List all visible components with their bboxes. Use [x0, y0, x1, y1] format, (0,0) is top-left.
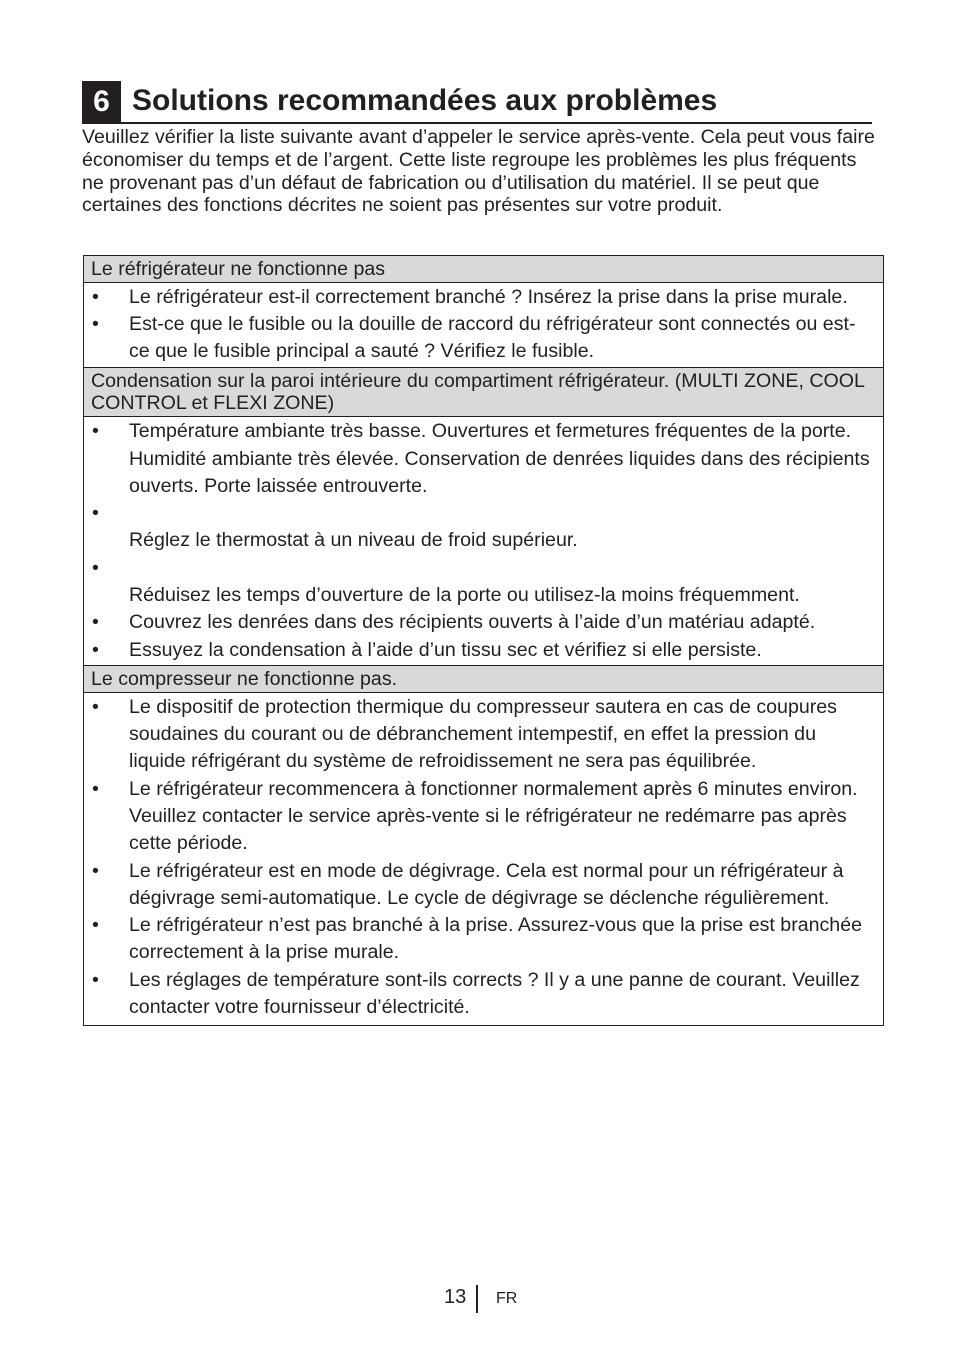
bullet: • — [92, 859, 99, 882]
list-item: • Couvrez les denrées dans des récipients ouverts à l’aide d’un matériau adapté. — [84, 609, 875, 636]
list-item: • Réglez le thermostat à un niveau de froid supérieur. — [92, 502, 578, 552]
list-item: • Température ambiante très basse. Ouvertures et fermetures fréquentes de la porte. Humidité ambiante très élevée. Conservation de denrées liquides dans des récipients ouverts. Porte laissée entrouverte. — [92, 420, 870, 497]
bullet: • — [92, 313, 99, 336]
list-item: • Est-ce que le fusible ou la douille de raccord du réfrigérateur sont connectés ou est-ce que le fusible principal a sauté ? Vérifiez le fusible. — [92, 313, 856, 363]
list-item: • Le dispositif de protection thermique du compresseur sautera en cas de coupures soudaines du courant ou de débranchement intempestif, en effet la pression du liquide réfrigérant du système de refroidissement ne sera pas équilibrée. — [92, 695, 837, 773]
problem-heading: Le compresseur ne fonctionne pas. — [84, 666, 883, 693]
problem-heading: Le réfrigérateur ne fonctionne pas — [84, 256, 883, 283]
bullet: • — [92, 502, 99, 525]
bullet: • — [92, 611, 99, 634]
problem-heading: Condensation sur la paroi intérieure du compartiment réfrigérateur. (MULTI ZONE, COOL CONTROL et FLEXI ZONE) — [84, 368, 883, 418]
bullet: • — [92, 556, 99, 579]
bullet: • — [92, 968, 99, 991]
list-item: • Le réfrigérateur n’est pas branché à la prise. Assurez-vous que la prise est branchée correctement à la prise murale. — [92, 914, 862, 964]
list-item: • Réduisez les temps d’ouverture de la porte ou utilisez-la moins fréquemment. — [92, 556, 800, 607]
bullet: • — [92, 638, 99, 661]
bullet: • — [92, 914, 99, 937]
list-item: • Le réfrigérateur est en mode de dégivrage. Cela est normal pour un réfrigérateur à dégivrage semi-automatique. Le cycle de dégivrage se déclenche régulièrement. — [92, 859, 844, 909]
list-item: • Essuyez la condensation à l’aide d’un tissu sec et vérifiez si elle persiste. — [84, 637, 875, 664]
list-item: • Le réfrigérateur est-il correctement branché ? Insérez la prise dans la prise murale. — [84, 284, 875, 311]
intro-paragraph: Veuillez vérifier la liste suivante avant d’appeler le service après-vente. Cela peut vous faire économiser du temps et de l’argent. Cette liste regroupe les problèmes les plus fréquents ne provenant pas d’un défaut de fabrication ou d’utilisation du matériel. Il se peut que certaines des fonctions décrites ne soient pas présentes sur votre produit. — [82, 126, 875, 217]
language-code: FR — [496, 1290, 518, 1307]
page-number: 13 — [444, 1286, 467, 1308]
bullet: • — [92, 777, 99, 800]
bullet: • — [92, 695, 99, 718]
bullet: • — [92, 420, 99, 443]
footer-divider — [476, 1285, 478, 1313]
section-header — [82, 81, 872, 124]
solutions-list — [84, 283, 883, 368]
page-title: Solutions recommandées aux problèmes — [132, 84, 718, 117]
solutions-list — [84, 417, 883, 666]
solutions-list — [84, 693, 883, 1026]
list-item: • Le réfrigérateur recommencera à fonctionner normalement après 6 minutes environ. Veuillez contacter le service après-vente si le réfrigérateur ne redémarre pas après cette période. — [92, 777, 858, 855]
list-item: • Les réglages de température sont-ils corrects ? Il y a une panne de courant. Veuillez contacter votre fournisseur d’électricité. — [92, 968, 860, 1019]
bullet: • — [92, 285, 99, 308]
troubleshooting-table — [83, 255, 884, 1026]
section-number: 6 — [82, 81, 121, 122]
